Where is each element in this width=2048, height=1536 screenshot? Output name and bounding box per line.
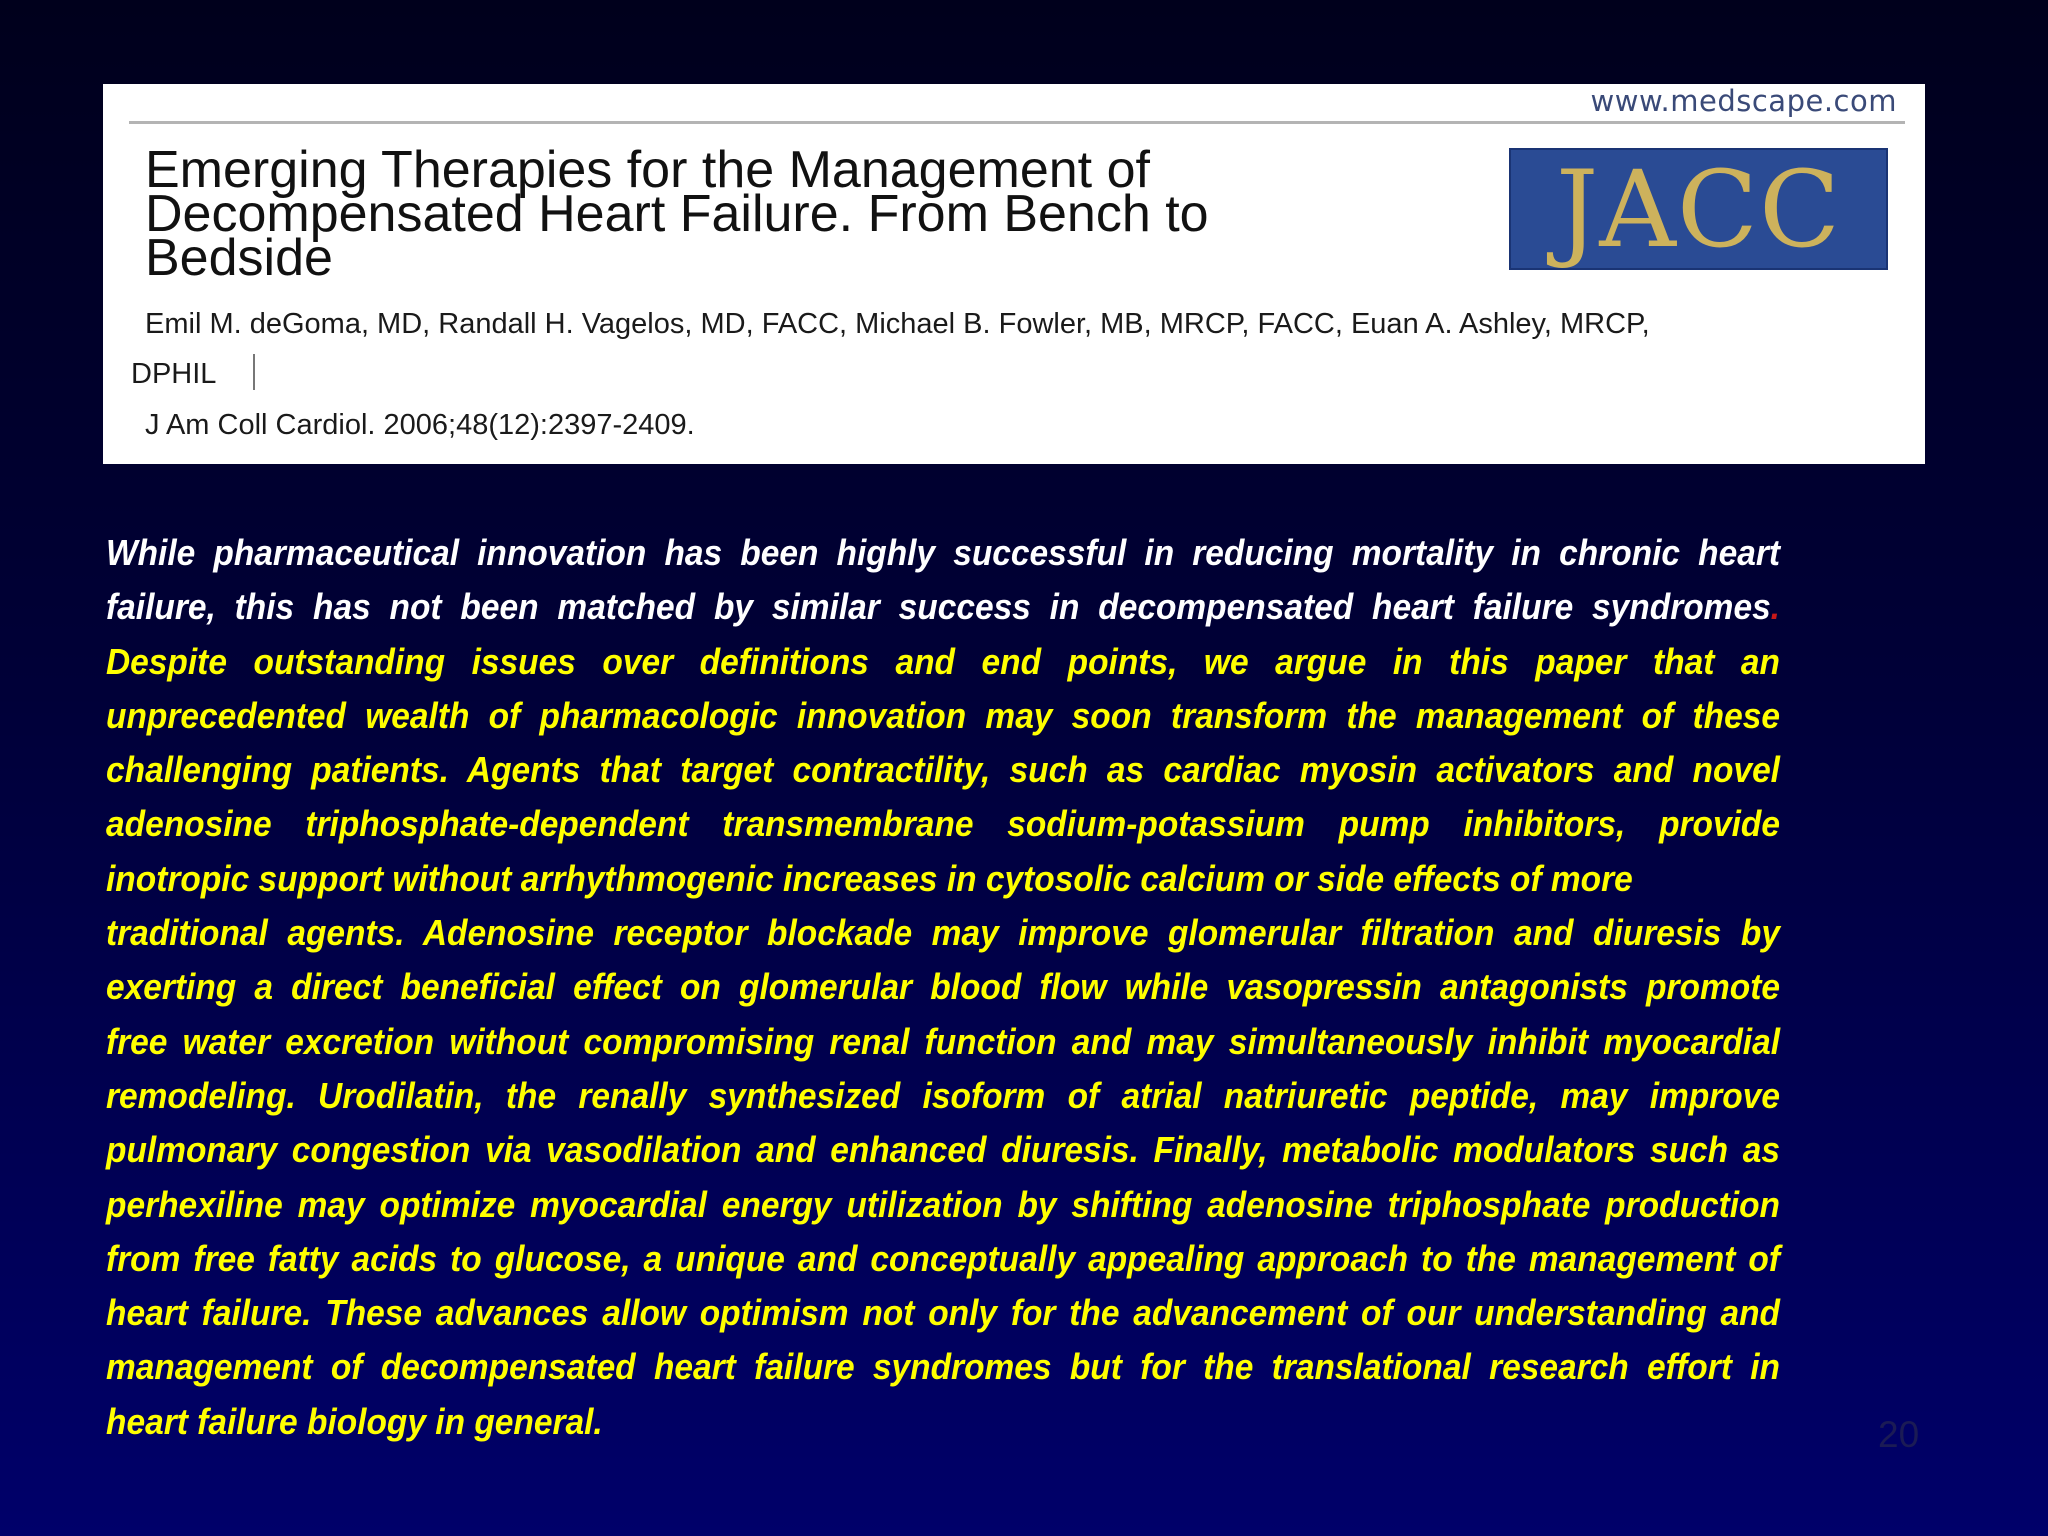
abstract-line: heart failure biology in general. xyxy=(106,1400,603,1442)
article-title-line: Emerging Therapies for the Management of xyxy=(145,141,1150,199)
abstract-line-text: failure, this has not been matched by similar success in decompensated heart failure syndromes xyxy=(106,586,1771,628)
text-cursor xyxy=(253,354,255,390)
abstract-line: remodeling. Urodilatin, the renally synthesized isoform of atrial natriuretic peptide, may improve xyxy=(106,1074,1780,1116)
jacc-logo: JACC xyxy=(1509,148,1888,270)
abstract-line: pulmonary congestion via vasodilation and enhanced diuresis. Finally, metabolic modulators such as xyxy=(106,1129,1780,1171)
slide-number: 20 xyxy=(1878,1414,1920,1455)
citation: J Am Coll Cardiol. 2006;48(12):2397-2409. xyxy=(145,409,695,441)
abstract-line: adenosine triphosphate-dependent transmembrane sodium-potassium pump inhibitors, provide xyxy=(106,803,1780,845)
abstract-period: . xyxy=(1770,586,1780,628)
article-banner xyxy=(103,84,1925,464)
abstract-line: from free fatty acids to glucose, a unique and conceptually appealing approach to the management of xyxy=(106,1237,1780,1279)
abstract-line: traditional agents. Adenosine receptor blockade may improve glomerular filtration and diuresis by xyxy=(106,912,1780,954)
source-url[interactable]: www.medscape.com xyxy=(1590,84,1897,118)
abstract-line: heart failure. These advances allow optimism not only for the advancement of our understanding and xyxy=(106,1292,1780,1334)
article-title-line: Decompensated Heart Failure. From Bench to xyxy=(145,185,1209,243)
abstract-line xyxy=(106,580,1780,634)
abstract-line: unprecedented wealth of pharmacologic innovation may soon transform the management of these xyxy=(106,694,1780,736)
article-title-line: Bedside xyxy=(145,229,333,287)
abstract-line: exerting a direct beneficial effect on glomerular blood flow while vasopressin antagonists promote xyxy=(106,966,1780,1008)
abstract-line: While pharmaceutical innovation has been highly successful in reducing mortality in chronic heart xyxy=(106,532,1780,573)
author-list-continued: DPHIL xyxy=(131,358,217,390)
abstract-line: Despite outstanding issues over definitions and end points, we argue in this paper that an xyxy=(106,640,1780,682)
abstract-line: management of decompensated heart failure syndromes but for the translational research effort in xyxy=(106,1346,1780,1388)
article-title xyxy=(145,141,1545,287)
abstract-line: challenging patients. Agents that target contractility, such as cardiac myosin activators and novel xyxy=(106,749,1780,791)
abstract-text xyxy=(106,526,1780,1449)
author-list: Emil M. deGoma, MD, Randall H. Vagelos, MD, FACC, Michael B. Fowler, MB, MRCP, FACC, Euan A. Ashley, MRCP, xyxy=(145,308,1650,340)
abstract-line: perhexiline may optimize myocardial energy utilization by shifting adenosine triphosphate production xyxy=(106,1183,1780,1225)
banner-divider xyxy=(129,121,1905,124)
abstract-line: free water excretion without compromising renal function and may simultaneously inhibit myocardial xyxy=(106,1020,1780,1062)
abstract-line: inotropic support without arrhythmogenic increases in cytosolic calcium or side effects of more xyxy=(106,857,1633,899)
